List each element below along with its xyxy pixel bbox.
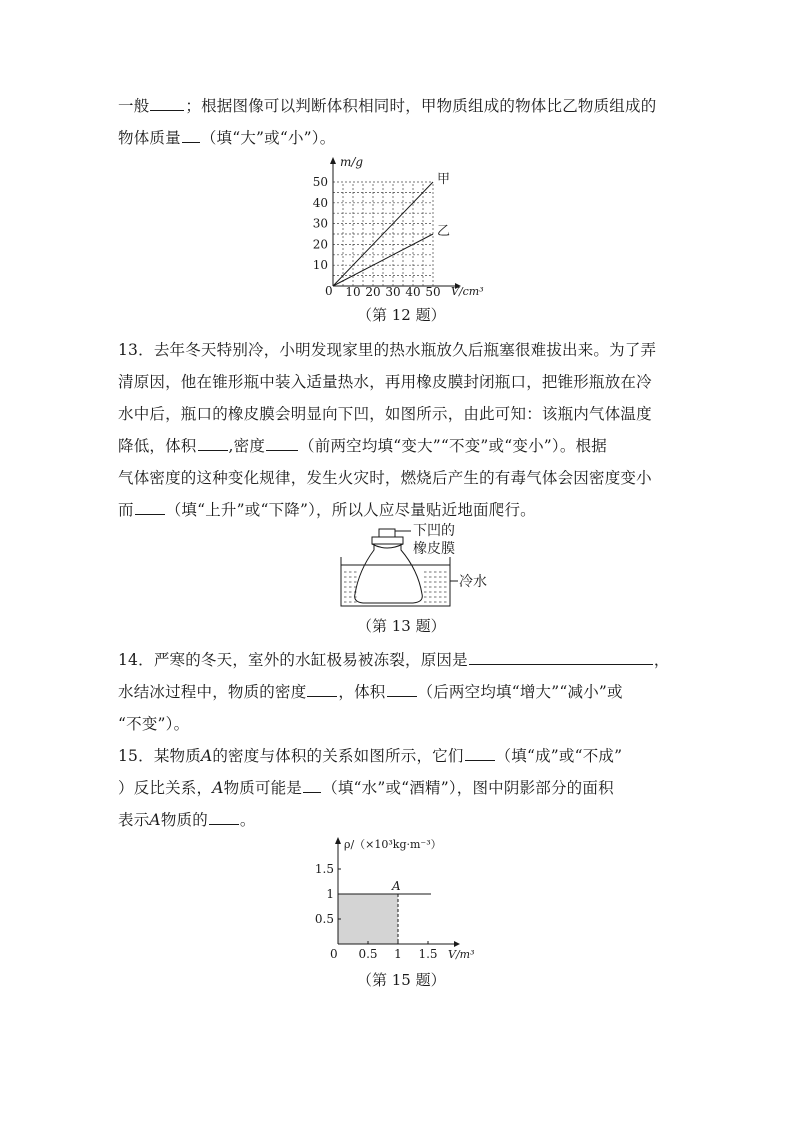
q13-line-4 bbox=[118, 436, 607, 456]
q15-line-3 bbox=[118, 810, 256, 830]
y-axis-arrow bbox=[335, 837, 341, 844]
y-axis-arrow bbox=[330, 157, 336, 164]
text: 15．某物质 bbox=[118, 747, 201, 765]
y-tick-label: 30 bbox=[312, 216, 328, 231]
text: 14．严寒的冬天，室外的水缸极易被冻裂，原因是 bbox=[118, 651, 468, 669]
text: （填“水”或“酒精”），图中阴影部分的面积 bbox=[322, 779, 614, 797]
answer-blank[interactable] bbox=[182, 128, 200, 143]
text: ；根据图像可以判断体积相同时，甲物质组成的物体比乙物质组成的 bbox=[185, 97, 657, 115]
x-tick-label: 20 bbox=[365, 285, 381, 298]
text: ， bbox=[653, 651, 670, 669]
text: 降低，体积 bbox=[118, 437, 197, 455]
q14-line-3: “不变”）。 bbox=[118, 715, 190, 733]
text: 表示 bbox=[118, 811, 150, 829]
y-tick-label: 20 bbox=[312, 237, 328, 252]
figure-12-caption: （第 12 题） bbox=[357, 306, 446, 324]
label-membrane-line-2: 橡皮膜 bbox=[413, 541, 455, 557]
flask-mouth bbox=[379, 529, 395, 537]
y-tick-label: 1 bbox=[326, 887, 334, 901]
answer-blank[interactable] bbox=[209, 810, 239, 825]
x-axis-label: V/m³ bbox=[448, 948, 475, 961]
origin-label: 0 bbox=[325, 284, 333, 298]
x-tick-label: 1.5 bbox=[418, 947, 438, 961]
series-label-yi: 乙 bbox=[437, 224, 451, 239]
answer-blank[interactable] bbox=[198, 436, 228, 451]
label-membrane-line-1: 下凹的 bbox=[413, 523, 455, 539]
text: （填“上升”或“下降”），所以人应尽量贴近地面爬行。 bbox=[165, 501, 536, 519]
text: 。 bbox=[239, 811, 256, 829]
text: （填“大”或“小”）。 bbox=[200, 129, 336, 147]
series-label-jia: 甲 bbox=[437, 172, 451, 187]
symbol-a: A bbox=[212, 779, 224, 797]
text: 的密度与体积的关系如图所示，它们 bbox=[212, 747, 464, 765]
text: ）反比关系， bbox=[118, 779, 213, 797]
x-tick-label: 30 bbox=[385, 285, 401, 298]
y-axis-label: m/g bbox=[340, 156, 364, 169]
symbol-a: A bbox=[200, 747, 213, 765]
figure-15-density-volume-graph bbox=[308, 834, 486, 966]
label-membrane bbox=[413, 522, 455, 558]
q13-line-6 bbox=[118, 500, 536, 520]
q13-line-5: 气体密度的这种变化规律，发生火灾时，燃烧后产生的有毒气体会因密度变小 bbox=[118, 469, 652, 487]
answer-blank[interactable] bbox=[266, 436, 298, 451]
plot bbox=[338, 894, 431, 944]
q12-line-2 bbox=[118, 128, 335, 148]
y-tick-label: 10 bbox=[312, 258, 328, 273]
basin bbox=[341, 557, 450, 606]
figure-12-mass-volume-graph bbox=[300, 156, 500, 298]
text: 物体质量 bbox=[118, 129, 181, 147]
q15-line-1 bbox=[118, 746, 622, 766]
text: ，体积 bbox=[338, 683, 386, 701]
y-axis-label: ρ/（×10³kg·m⁻³） bbox=[344, 838, 442, 851]
q13-line-1: 13．去年冬天特别冷，小明发现家里的热水瓶放久后瓶塞很难拔出来。为了弄 bbox=[118, 341, 657, 359]
x-tick-label: 0.5 bbox=[358, 947, 378, 961]
text: （填“成”或“不成” bbox=[495, 747, 623, 765]
rubber-membrane bbox=[372, 544, 403, 548]
shaded-area bbox=[338, 894, 398, 944]
text: （后两空均填“增大”“减小”或 bbox=[417, 683, 623, 701]
q13-line-2: 清原因，他在锥形瓶中装入适量热水，再用橡皮膜封闭瓶口，把锥形瓶放在冷 bbox=[118, 373, 652, 391]
y-tick-label: 1.5 bbox=[314, 862, 334, 876]
q14-line-2 bbox=[118, 682, 623, 702]
q14-line-1 bbox=[118, 650, 670, 670]
text: 物质的 bbox=[160, 811, 208, 829]
answer-blank[interactable] bbox=[469, 650, 653, 665]
symbol-a: A bbox=[149, 811, 161, 829]
x-axis-label: V/cm³ bbox=[451, 285, 484, 298]
answer-blank[interactable] bbox=[135, 500, 165, 515]
x-axis-arrow bbox=[454, 941, 460, 947]
answer-blank[interactable] bbox=[303, 778, 321, 793]
answer-blank[interactable] bbox=[150, 96, 184, 111]
y-tick-label: 40 bbox=[312, 195, 328, 210]
text: ,密度 bbox=[228, 437, 266, 455]
text: 一般 bbox=[118, 97, 150, 115]
answer-blank[interactable] bbox=[387, 682, 417, 697]
x-tick-label: 10 bbox=[345, 285, 361, 298]
figure-15-caption: （第 15 题） bbox=[357, 971, 446, 989]
q12-line-1 bbox=[118, 96, 656, 116]
y-tick-label: 50 bbox=[312, 175, 328, 189]
q15-line-2 bbox=[118, 778, 614, 798]
x-tick-label: 1 bbox=[394, 947, 402, 961]
figure-13-caption: （第 13 题） bbox=[357, 617, 446, 635]
text: 而 bbox=[118, 501, 134, 519]
text: 水结冰过程中，物质的密度 bbox=[118, 683, 307, 701]
origin-label: 0 bbox=[330, 947, 338, 961]
series-label-a: A bbox=[392, 879, 401, 893]
text: （前两空均填“变大”“不变”或“变小”）。根据 bbox=[299, 437, 607, 455]
label-cold-water: 冷水 bbox=[459, 574, 487, 590]
x-tick-label: 40 bbox=[405, 285, 421, 298]
answer-blank[interactable] bbox=[307, 682, 337, 697]
answer-blank[interactable] bbox=[465, 746, 495, 761]
q13-line-3: 水中后，瓶口的橡皮膜会明显向下凹，如图所示，由此可知：该瓶内气体温度 bbox=[118, 405, 652, 423]
y-tick-label: 0.5 bbox=[314, 912, 334, 926]
text: 物质可能是 bbox=[223, 779, 303, 797]
flask-neck-band bbox=[372, 537, 403, 544]
x-tick-label: 50 bbox=[425, 285, 441, 298]
